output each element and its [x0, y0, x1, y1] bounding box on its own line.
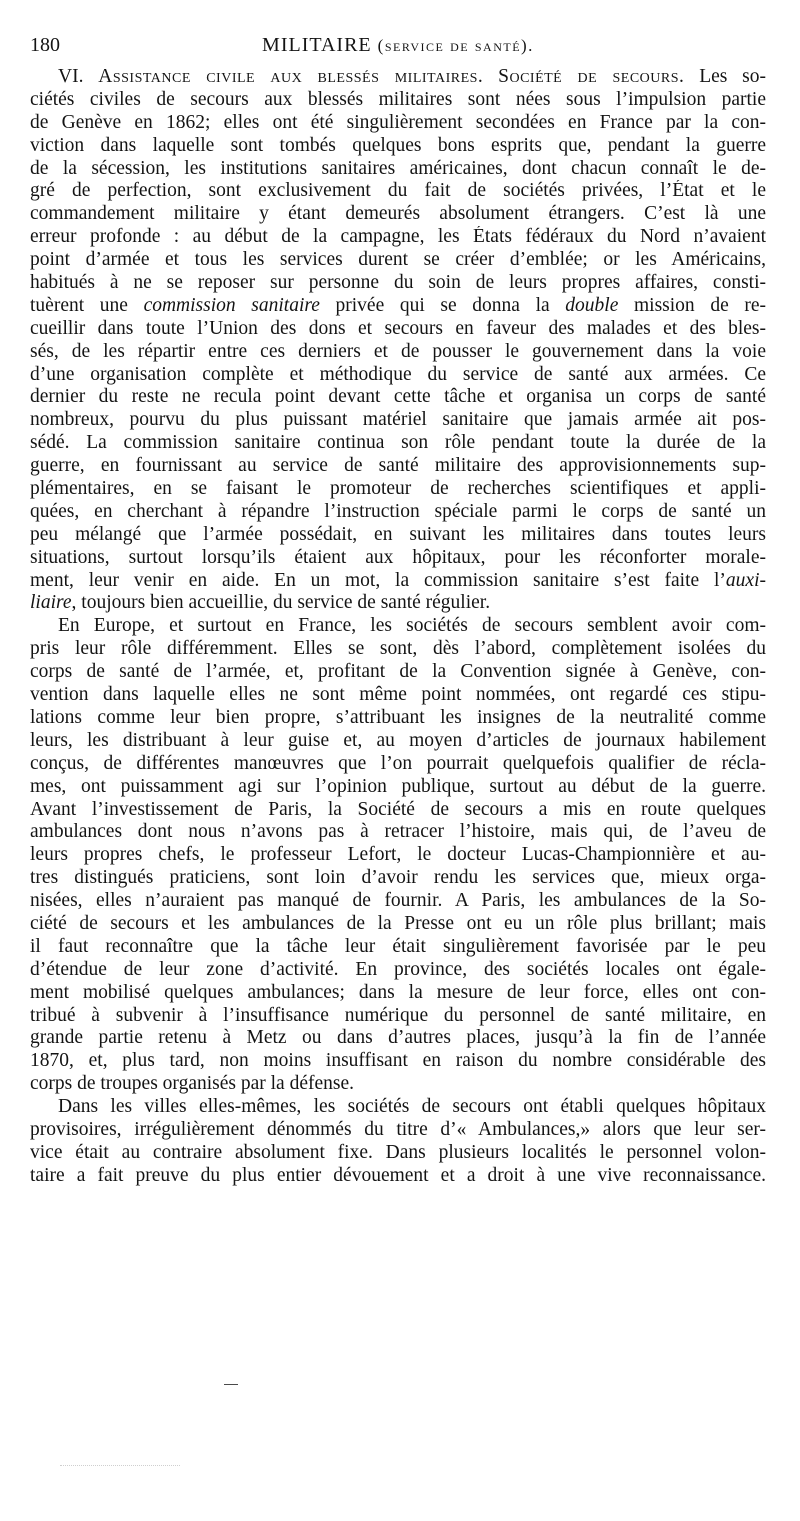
text-line: guerre, en fournissant au service de santé militaire des approvisionnements sup-	[30, 455, 766, 477]
text-line: 1870, et, plus tard, non moins insuffisant en raison du nombre considérable des	[30, 1050, 766, 1072]
running-head	[30, 30, 766, 60]
page-number: 180	[30, 34, 60, 56]
text-line: nombreux, pourvu du plus puissant matériel sanitaire que jamais armée ait pos-	[30, 409, 766, 431]
section-heading-society: Société de secours.	[498, 66, 685, 87]
text-line: liaire, toujours bien accueillie, du service de santé régulier.	[30, 592, 491, 614]
text-line: mes, ont puissamment agi sur l’opinion publique, surtout au début de la guerre.	[30, 775, 766, 797]
print-mark	[224, 1384, 238, 1385]
text-line: ciété de secours et les ambulances de la Presse ont eu un rôle plus brillant; mais	[30, 912, 766, 934]
section-heading-title: Assistance civile aux blessés militaires.	[98, 66, 484, 87]
italic-term: auxi-	[725, 569, 766, 591]
text-line: habitués à ne se reposer sur personne du soin de leurs propres affaires, consti-	[30, 272, 766, 294]
text-line: ment, leur venir en aide. En un mot, la commission sanitaire s’est faite l’auxi-	[30, 569, 766, 591]
text-line: d’une organisation complète et méthodique du service de santé aux armées. Ce	[30, 363, 766, 385]
text-line: cueillir dans toute l’Union des dons et secours en faveur des malades et des bles-	[30, 317, 766, 339]
paragraph-cities	[30, 1096, 766, 1188]
running-title	[30, 30, 766, 61]
running-title-main: MILITAIRE	[262, 34, 372, 56]
text-line: grande partie retenu à Metz ou dans d’autres places, jusqu’à la fin de l’année	[30, 1027, 766, 1049]
text-line: sés, de les répartir entre ces derniers et de pousser le gouvernement dans la voie	[30, 340, 766, 362]
paragraph-europe	[30, 615, 766, 1096]
text-line: vention dans laquelle elles ne sont même point nommées, ont regardé ces stipu-	[30, 684, 766, 706]
text-line: taire a fait preuve du plus entier dévouement et a droit à une vive reconnaissance.	[30, 1164, 766, 1186]
text-line: corps de santé de l’armée, et, profitant de la Convention signée à Genève, con-	[30, 661, 766, 683]
text-line: point d’armée et tous les services durent se créer d’emblée; or les Américains,	[30, 249, 766, 271]
text-line: pris leur rôle différemment. Elles se sont, dès l’abord, complètement isolées du	[30, 638, 766, 660]
text-line: lations comme leur bien propre, s’attribuant les insignes de la neutralité comme	[30, 706, 766, 728]
text-line: nisées, elles n’auraient pas manqué de fournir. A Paris, les ambulances de la So-	[30, 890, 766, 912]
text-line: peu mélangé que l’armée possédait, en suivant les militaires dans toutes leurs	[30, 523, 766, 545]
text-line: conçus, de différentes manœuvres que l’on pourrait quelquefois qualifier de récla-	[30, 752, 766, 774]
text-line: En Europe, et surtout en France, les sociétés de secours semblent avoir com-	[58, 615, 766, 637]
paragraph-lead-text: Les so-	[699, 66, 766, 87]
text-line: sédé. La commission sanitaire continua son rôle pendant toute la durée de la	[30, 432, 766, 454]
text-line: dernier du reste ne recula point devant cette tâche et organisa un corps de santé	[30, 386, 766, 408]
text-line: plémentaires, en se faisant le promoteur de recherches scientifiques et appli-	[30, 478, 766, 500]
text-line: leurs, les distribuant à leur guise et, au moyen d’articles de journaux habilement	[30, 729, 766, 751]
paragraph-civil-aid	[30, 66, 766, 615]
section-number: VI.	[58, 66, 84, 87]
italic-term: liaire	[30, 592, 72, 614]
text-line: il faut reconnaître que la tâche leur était singulièrement favorisée par le peu	[30, 935, 766, 957]
text-line: tuèrent une commission sanitaire privée qui se donna la double mission de re-	[30, 294, 766, 316]
text-line: leurs propres chefs, le professeur Lefort, le docteur Lucas-Championnière et au-	[30, 844, 766, 866]
body-text	[30, 66, 766, 1188]
italic-term: commission sanitaire	[143, 294, 320, 316]
text-line: ciétés civiles de secours aux blessés militaires sont nées sous l’impulsion partie	[30, 88, 766, 110]
running-title-subtitle: (service de santé).	[377, 36, 534, 55]
text-line: quées, en cherchant à répandre l’instruction spéciale parmi le corps de santé un	[30, 500, 766, 522]
text-line: gré de perfection, sont exclusivement du fait de sociétés privées, l’État et le	[30, 180, 766, 202]
text-line: ambulances dont nous n’avons pas à retracer l’histoire, mais qui, de l’aveu de	[30, 821, 766, 843]
text-line: viction dans laquelle sont tombés quelques bons esprits que, pendant la guerre	[30, 134, 766, 156]
italic-term: double	[565, 294, 619, 316]
faint-bottom-rule	[60, 1465, 180, 1466]
text-line: Dans les villes elles-mêmes, les sociétés de secours ont établi quelques hôpitaux	[58, 1096, 766, 1118]
text-line: situations, surtout lorsqu’ils étaient aux hôpitaux, pour les réconforter morale-	[30, 546, 766, 568]
text-line: tribué à subvenir à l’insuffisance numérique du personnel de santé militaire, en	[30, 1004, 766, 1026]
text-line: de la sécession, les institutions sanitaires américaines, dont chacun connaît le de-	[30, 157, 766, 179]
text-line: tres distingués praticiens, sont loin d’avoir rendu les services que, mieux orga-	[30, 867, 766, 889]
text-line: de Genève en 1862; elles ont été singulièrement secondées en France par la con-	[30, 111, 766, 133]
text-line: Avant l’investissement de Paris, la Société de secours a mis en route quelques	[30, 798, 766, 820]
text-line: corps de troupes organisés par la défense.	[30, 1073, 354, 1095]
text-line: d’étendue de leur zone d’activité. En province, des sociétés locales ont égale-	[30, 958, 766, 980]
text-line: erreur profonde : au début de la campagne, les États fédéraux du Nord n’avaient	[30, 226, 766, 248]
text-line: vice était au contraire absolument fixe. Dans plusieurs localités le personnel volon-	[30, 1141, 766, 1163]
text-line: commandement militaire y étant demeurés absolument étrangers. C’est là une	[30, 203, 766, 225]
section-heading-line	[30, 66, 766, 89]
text-line: ment mobilisé quelques ambulances; dans la mesure de leur force, elles ont con-	[30, 981, 766, 1003]
text-line: provisoires, irrégulièrement dénommés du titre d’« Ambulances,» alors que leur ser-	[30, 1118, 766, 1140]
